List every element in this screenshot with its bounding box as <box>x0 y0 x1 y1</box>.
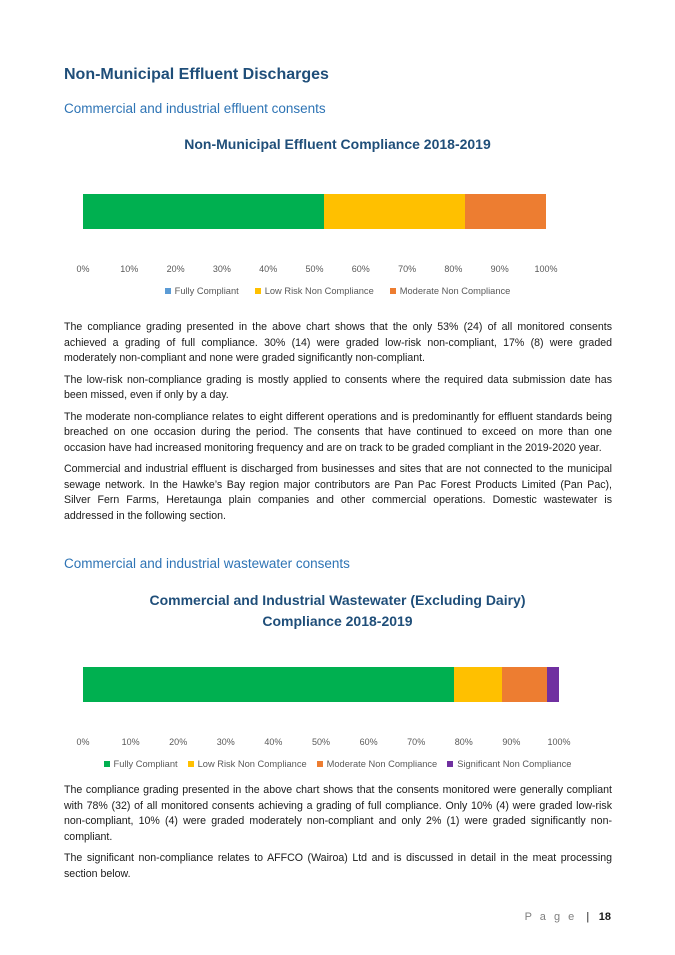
body-text-1 <box>64 320 612 524</box>
x-tick-label: 90% <box>490 264 509 274</box>
page-heading: Non-Municipal Effluent Discharges <box>64 66 329 83</box>
bar-segment-fully-compliant <box>83 667 454 702</box>
legend-item-moderate-non-compliance <box>390 286 511 296</box>
chart-2-title-line-2: Compliance 2018-2019 <box>262 613 413 629</box>
legend-swatch <box>390 288 396 294</box>
x-tick-label: 20% <box>169 737 188 747</box>
x-tick-label: 80% <box>454 737 473 747</box>
paragraph: Commercial and industrial effluent is discharged from businesses and sites that are not connected to the municipal sewage network. In the Hawke’s Bay region major contributors are Pan Pac Forest Products Limited (Pan Pac), Silver Fern Farms, Heretaunga plain companies and other commercial operations. Domestic wastewater is addressed in the following section. <box>64 463 612 522</box>
legend-label: Fully Compliant <box>174 286 239 296</box>
body-text-2 <box>64 783 612 882</box>
x-tick-label: 30% <box>212 264 231 274</box>
x-tick-label: 100% <box>534 264 558 274</box>
legend-swatch <box>104 761 110 767</box>
bar-segment-moderate-non-compliance <box>465 194 546 229</box>
legend-item-low-risk-non-compliance <box>255 286 374 296</box>
legend-label: Low Risk Non Compliance <box>264 286 374 296</box>
legend-label: Moderate Non Compliance <box>326 759 438 769</box>
legend-item-fully-compliant <box>165 286 239 296</box>
chart-2-x-axis <box>76 737 571 749</box>
x-tick-label: 100% <box>547 737 571 747</box>
page-footer <box>525 911 611 923</box>
paragraph: The significant non-compliance relates to AFFCO (Wairoa) Ltd and is discussed in detail in the meat processing section below. <box>64 852 612 880</box>
x-tick-label: 30% <box>216 737 235 747</box>
x-tick-label: 10% <box>121 737 140 747</box>
legend-swatch <box>165 288 171 294</box>
paragraph: The compliance grading presented in the above chart shows that the only 53% (24) of all monitored consents achieved a grading of full compliance. 30% (14) were graded low-risk non-compliant, 17% (8) were graded moderately non-compliant and none were graded significantly non-compliant. <box>64 321 612 364</box>
x-tick-label: 90% <box>502 737 521 747</box>
bar-segment-moderate-non-compliance <box>502 667 547 702</box>
bar-segment-significant-non-compliance <box>547 667 559 702</box>
legend-label: Low Risk Non Compliance <box>197 759 307 769</box>
x-tick-label: 20% <box>166 264 185 274</box>
page-number: 18 <box>598 911 611 923</box>
legend-item-low-risk-non-compliance <box>188 759 307 769</box>
x-tick-label: 70% <box>398 264 417 274</box>
legend-swatch <box>188 761 194 767</box>
chart-2-bar <box>83 667 559 702</box>
chart-2 <box>60 590 615 632</box>
legend-swatch <box>447 761 453 767</box>
paragraph: The moderate non-compliance relates to eight different operations and is predominantly for effluent standards being breached on one occasion during the period. The consents that have continued to exceed on more than one occasion have had increased monitoring frequency and are on track to be graded compliant in the 2019-2020 year. <box>64 410 612 454</box>
x-tick-label: 40% <box>259 264 278 274</box>
x-tick-label: 60% <box>359 737 378 747</box>
page-label: P a g e <box>524 911 577 923</box>
x-tick-label: 50% <box>311 737 331 747</box>
x-tick-label: 70% <box>407 737 426 747</box>
paragraph: The compliance grading presented in the above chart shows that the consents monitored were generally compliant with 78% (32) of all monitored consents achieving a grading of full compliance. Only 10% (4) were graded low-risk non-compliant, 10% (4) were graded moderately non-compliant and only 2% (1) were graded significantly non-compliant. <box>64 784 612 843</box>
legend-swatch <box>317 761 323 767</box>
x-tick-label: 0% <box>76 737 90 747</box>
x-tick-label: 0% <box>76 264 90 274</box>
chart-1-x-axis <box>76 264 558 276</box>
paragraph: The low-risk non-compliance grading is mostly applied to consents where the required data submission date has been missed, even if only by a day. <box>64 373 612 401</box>
bar-segment-low-risk-non-compliance <box>324 194 465 229</box>
legend-label: Significant Non Compliance <box>457 759 572 769</box>
x-tick-label: 80% <box>444 264 463 274</box>
chart-1 <box>60 134 615 155</box>
chart-1-title: Non-Municipal Effluent Compliance 2018-2019 <box>184 136 491 152</box>
section-heading-effluent: Commercial and industrial effluent consents <box>64 101 326 116</box>
chart-2-legend <box>60 759 615 769</box>
x-tick-label: 60% <box>351 264 370 274</box>
chart-2-title-line-1: Commercial and Industrial Wastewater (Excluding Dairy) <box>149 592 526 608</box>
x-tick-label: 50% <box>305 264 324 274</box>
chart-1-legend <box>60 286 615 296</box>
bar-segment-fully-compliant <box>83 194 324 229</box>
legend-swatch <box>255 288 261 294</box>
x-tick-label: 10% <box>120 264 139 274</box>
legend-item-moderate-non-compliance <box>317 759 438 769</box>
legend-label: Moderate Non Compliance <box>399 286 511 296</box>
section-heading-wastewater: Commercial and industrial wastewater consents <box>64 556 350 571</box>
chart-1-bar <box>83 194 546 229</box>
bar-segment-low-risk-non-compliance <box>454 667 502 702</box>
legend-label: Fully Compliant <box>113 759 178 769</box>
page-separator: | <box>586 911 590 923</box>
x-tick-label: 40% <box>264 737 283 747</box>
legend-item-fully-compliant <box>104 759 178 769</box>
legend-item-significant-non-compliance <box>447 759 571 769</box>
